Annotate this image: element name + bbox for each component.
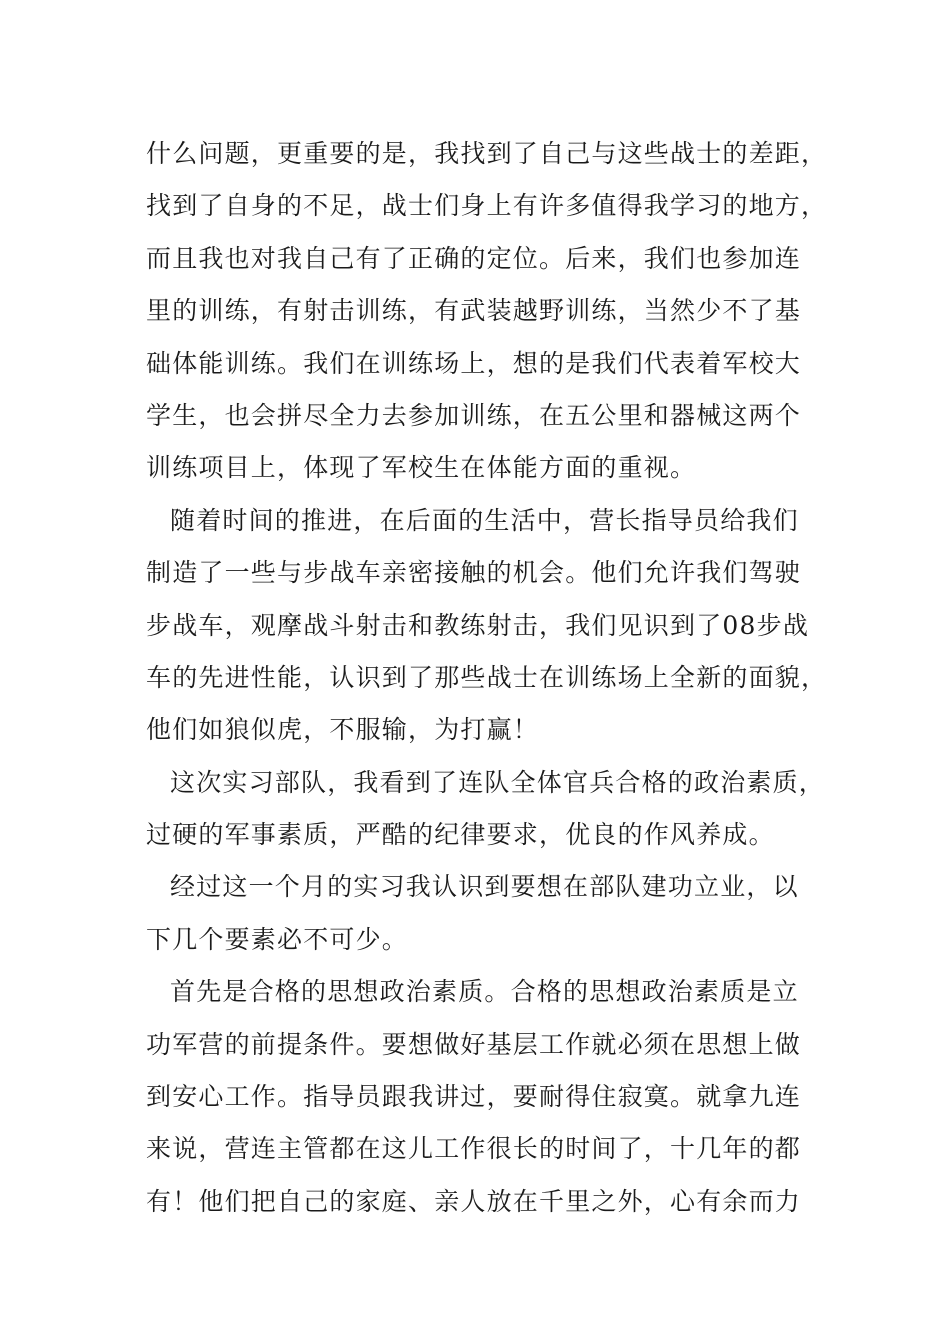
text-line: 里的训练，有射击训练，有武装越野训练，当然少不了基 [146,296,802,326]
text-line: 找到了自身的不足，战士们身上有许多值得我学习的地方， [146,191,828,221]
text-line: 制造了一些与步战车亲密接触的机会。他们允许我们驾驶 [146,558,802,588]
text-line: 什么问题，更重要的是，我找到了自己与这些战士的差距， [146,139,828,168]
text-line: 车的先进性能，认识到了那些战士在训练场上全新的面貌， [146,662,828,692]
text-line: 学生，也会拼尽全力去参加训练，在五公里和器械这两个 [146,400,802,430]
text-line: 首先是合格的思想政治素质。合格的思想政治素质是立 [170,977,799,1007]
text-line: 功军营的前提条件。要想做好基层工作就必须在思想上做 [146,1029,802,1059]
text-line: 过硬的军事素质，严酷的纪律要求，优良的作风养成。 [146,820,775,850]
text-line: 他们如狼似虎，不服输，为打赢！ [146,715,540,745]
text-line: 来说，营连主管都在这儿工作很长的时间了，十几年的都 [146,1134,802,1164]
text-line: 步战车，观摩战斗射击和教练射击，我们见识到了08步战 [146,610,810,640]
text-line: 随着时间的推进，在后面的生活中，营长指导员给我们 [170,505,799,535]
text-line: 下几个要素必不可少。 [146,924,409,954]
text-line: 而且我也对我自己有了正确的定位。后来，我们也参加连 [146,243,802,273]
text-line: 经过这一个月的实习我认识到要想在部队建功立业，以 [170,872,799,902]
text-line: 训练项目上，体现了军校生在体能方面的重视。 [146,453,697,483]
text-line: 这次实习部队，我看到了连队全体官兵合格的政治素质， [170,767,826,797]
text-line: 础体能训练。我们在训练场上，想的是我们代表着军校大 [146,348,802,378]
document-body [146,128,828,1228]
text-line: 有！他们把自己的家庭、亲人放在千里之外，心有余而力 [146,1186,802,1216]
text-line: 到安心工作。指导员跟我讲过，要耐得住寂寞。就拿九连 [146,1082,802,1112]
